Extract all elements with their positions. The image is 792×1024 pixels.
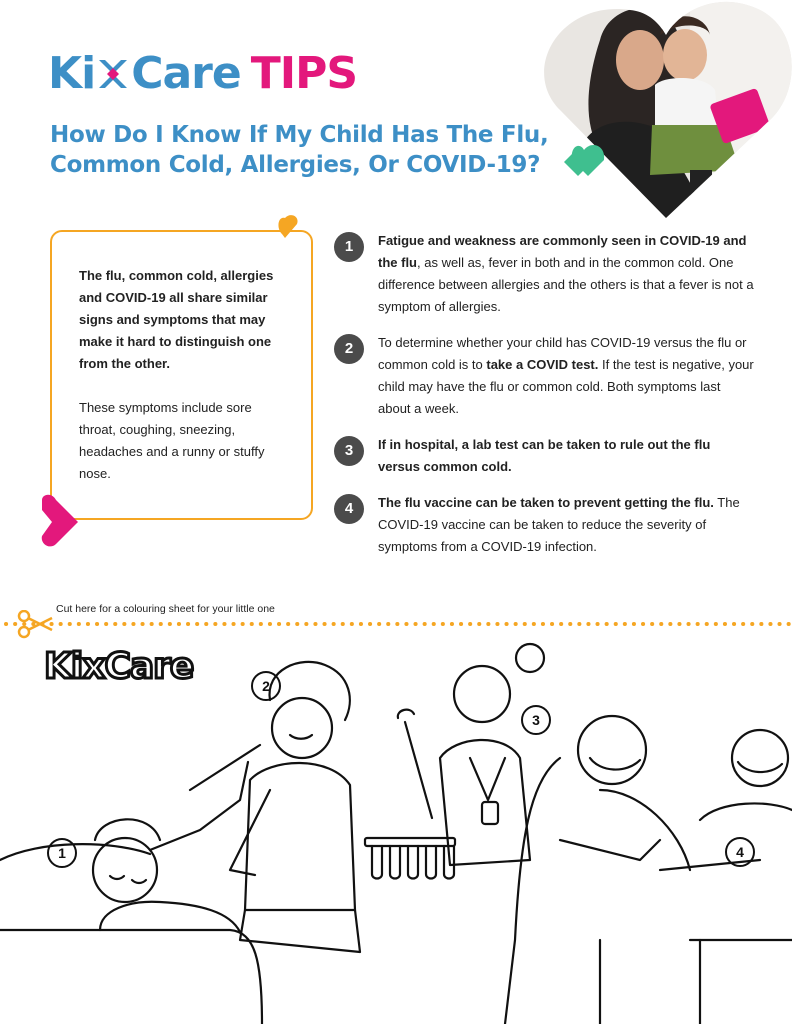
marker-1-label: 1 bbox=[58, 845, 66, 861]
step-2 bbox=[334, 332, 754, 420]
step-rest: , as well as, fever in both and in the common cold. One difference between allergies and the others is that a fever is not a symptom of allergies. bbox=[378, 255, 754, 314]
headline-line-2: Common Cold, Allergies, Or COVID-19? bbox=[50, 152, 541, 178]
step-rest: The COVID-19 vaccine can be taken to reduce the severity of symptoms from a COVID-19 infection. bbox=[378, 495, 740, 554]
page-title bbox=[50, 120, 570, 180]
mother-child-photo bbox=[540, 0, 792, 218]
step-text bbox=[378, 434, 754, 478]
headline-line-1: How Do I Know If My Child Has The Flu, bbox=[50, 122, 549, 148]
coloring-logo: KixCare bbox=[44, 646, 194, 687]
step-3 bbox=[334, 434, 754, 478]
brand-x-icon bbox=[95, 54, 131, 86]
step-text bbox=[378, 230, 754, 318]
coloring-illustration bbox=[0, 640, 792, 1024]
marker-4-label: 4 bbox=[736, 844, 744, 860]
step-number: 1 bbox=[334, 232, 364, 262]
intro-callout bbox=[50, 230, 313, 520]
callout-lead: The flu, common cold, allergies and COVID-19 all share similar signs and symptoms that may make it hard to distinguish one from the other. bbox=[79, 268, 274, 371]
tips-label: TIPS bbox=[250, 48, 358, 99]
step-bold: take a COVID test. bbox=[486, 357, 599, 372]
step-text bbox=[378, 332, 754, 420]
step-bold: If in hospital, a lab test can be taken to rule out the flu versus common cold. bbox=[378, 437, 711, 474]
marker-3-label: 3 bbox=[532, 712, 540, 728]
marker-2-label: 2 bbox=[262, 678, 270, 694]
step-number: 4 bbox=[334, 494, 364, 524]
kixcare-tips-logo bbox=[48, 48, 358, 99]
step-bold: Fatigue and weakness are commonly seen in COVID-19 and the flu bbox=[378, 233, 747, 270]
orange-heart-icon bbox=[272, 214, 298, 244]
step-1 bbox=[334, 230, 754, 318]
pink-heart-icon bbox=[38, 494, 82, 548]
step-number: 3 bbox=[334, 436, 364, 466]
brand-ki: Ki bbox=[48, 48, 96, 99]
callout-body: These symptoms include sore throat, coughing, sneezing, headaches and a runny or stuffy nose. bbox=[79, 400, 265, 481]
step-rest: If the test is negative, your child may have the flu or common cold. Both symptoms last about a week. bbox=[378, 357, 754, 416]
steps-list bbox=[334, 230, 754, 572]
cut-label: Cut here for a colouring sheet for your little one bbox=[56, 603, 275, 615]
cut-line bbox=[0, 610, 792, 640]
step-text bbox=[378, 492, 754, 558]
step-4 bbox=[334, 492, 754, 558]
brand-care: Care bbox=[131, 48, 241, 99]
step-bold: The flu vaccine can be taken to prevent getting the flu. bbox=[378, 495, 714, 510]
step-number: 2 bbox=[334, 334, 364, 364]
step-pre: To determine whether your child has COVID-19 versus the flu or common cold is to bbox=[378, 335, 747, 372]
